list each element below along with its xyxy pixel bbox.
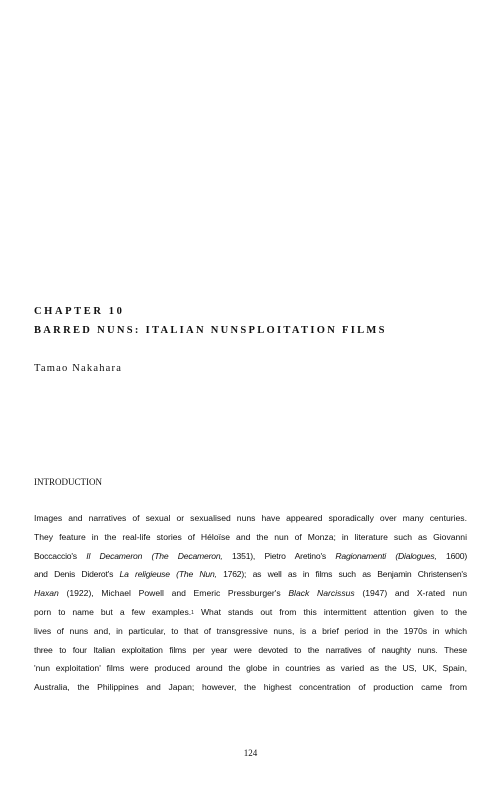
body-line: lives of nuns and, in particular, to that of transgressive nuns, is a brief period in the 1970s in which	[34, 625, 467, 636]
body-text	[34, 509, 467, 697]
section-heading: INTRODUCTION	[34, 477, 102, 487]
body-line: porn to name but a few examples.$^1$ What stands out from this intermittent attention given to the	[34, 606, 467, 617]
body-line: Australia, the Philippines and Japan; however, the highest concentration of production came from	[34, 682, 467, 693]
body-line: Images and narratives of sexual or sexualised nuns have appeared sporadically over many centuries.	[34, 513, 467, 523]
chapter-author: Tamao Nakahara	[34, 363, 123, 374]
body-line: Boccaccio's Il Decameron (The Decameron, 1351), Pietro Aretino's Ragionamenti (Dialogues, 1600)	[34, 550, 467, 561]
body-line: 'nun exploitation' films were produced around the globe in countries as varied as the US, UK, Spain,	[34, 663, 467, 674]
footnote-marker: 1	[191, 609, 194, 616]
body-line: Haxan (1922), Michael Powell and Emeric Pressburger's Black Narcissus (1947) and X-rated nun	[34, 588, 467, 599]
chapter-label: CHAPTER 10	[34, 306, 125, 317]
body-line: three to four Italian exploitation films per year were devoted to the narratives of naughty nuns. These	[34, 644, 467, 655]
body-line: They feature in the real-life stories of Héloïse and the nun of Monza; in literature such as Giovanni	[34, 531, 467, 542]
page-number: 124	[243, 748, 258, 758]
body-line: and Denis Diderot's La religieuse (The Nun, 1762); as well as in films such as Benjamin Christensen's	[34, 569, 467, 580]
chapter-title: BARRED NUNS: ITALIAN NUNSPLOITATION FILMS	[34, 325, 387, 336]
